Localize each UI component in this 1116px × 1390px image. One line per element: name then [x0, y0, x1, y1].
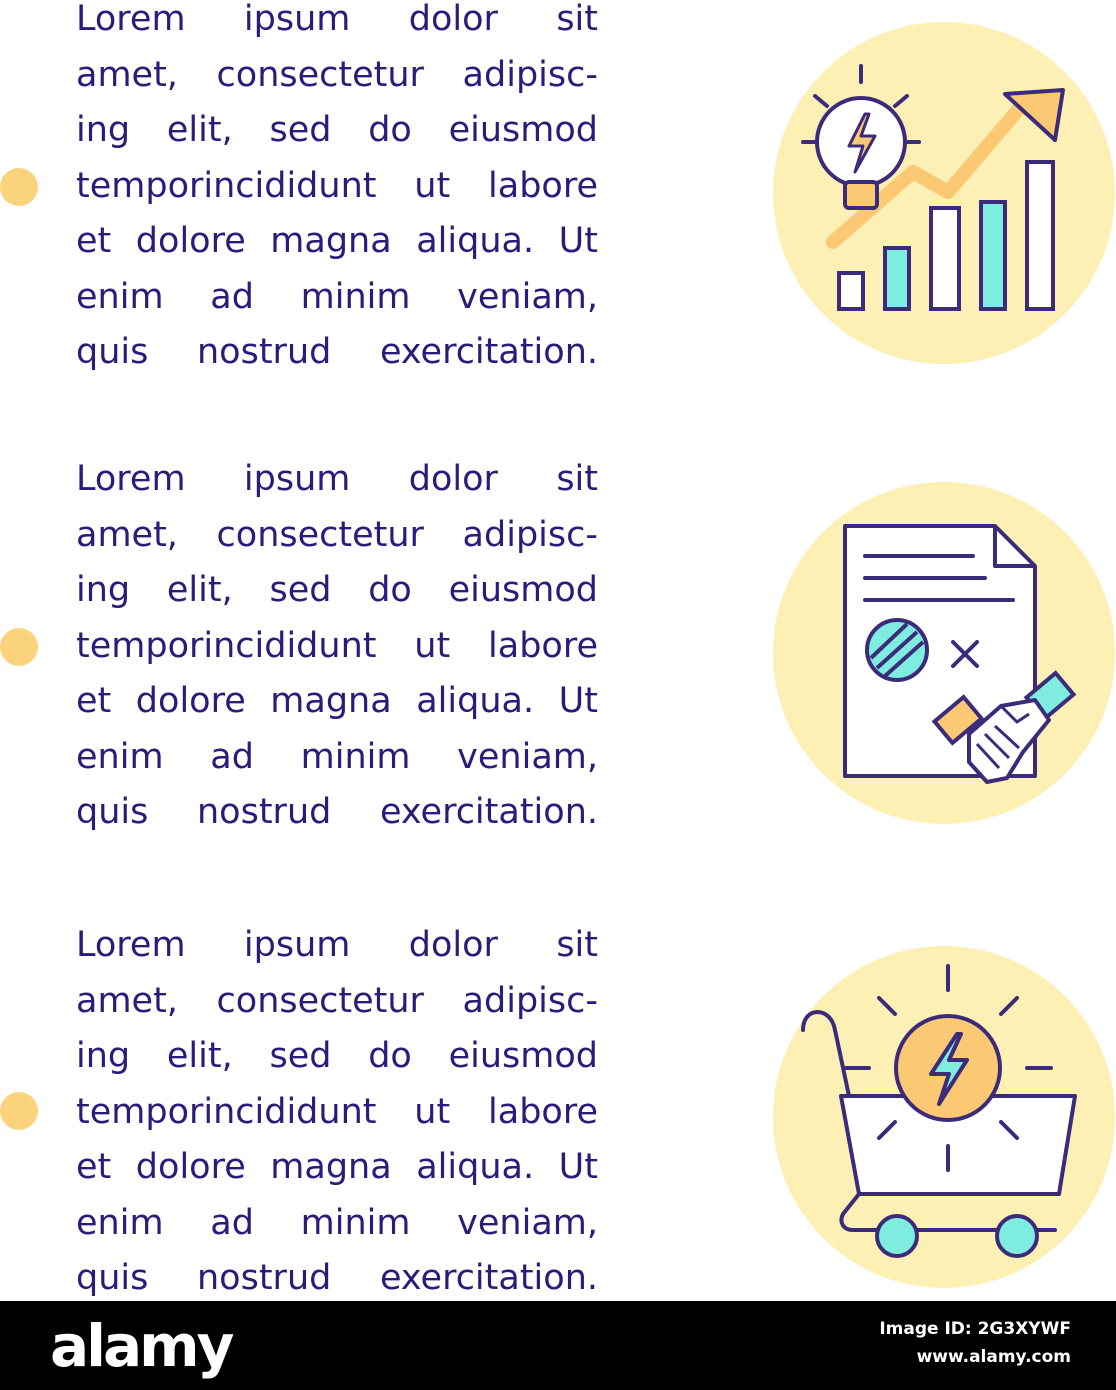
- bullet-dot: [0, 1092, 38, 1130]
- text-line: enim ad minim veniam,: [76, 1202, 598, 1243]
- text-line: ing elit, sed do eiusmod: [76, 1036, 598, 1076]
- text-line: amet, consectetur adipisc-: [76, 54, 598, 95]
- lightbulb-growth-chart-icon: [773, 22, 1115, 364]
- feature-text-3: [76, 918, 598, 1307]
- text-line: temporincididunt ut labore: [76, 1091, 598, 1132]
- bullet-dot: [0, 628, 38, 666]
- site-url-text: www.alamy.com: [916, 1347, 1071, 1367]
- text-line: Lorem ipsum dolor sit: [76, 0, 598, 39]
- text-line: Lorem ipsum dolor sit: [76, 925, 598, 965]
- text-line: et dolore magna aliqua. Ut: [76, 221, 598, 261]
- shopping-cart-energy-icon: [773, 946, 1115, 1288]
- text-line: enim ad minim veniam,: [76, 276, 598, 317]
- text-line: temporincididunt ut labore: [76, 165, 598, 206]
- image-id-text: Image ID: 2G3XYWF: [879, 1319, 1071, 1339]
- text-line: amet, consectetur adipisc-: [76, 980, 598, 1021]
- alamy-logo: alamy: [50, 1312, 232, 1380]
- feature-text-1: [76, 0, 598, 381]
- text-line: enim ad minim veniam,: [76, 736, 598, 777]
- text-line: quis nostrud exercitation.: [76, 332, 598, 372]
- text-line: quis nostrud exercitation.: [76, 1258, 598, 1298]
- watermark-footer: [0, 1301, 1116, 1390]
- feature-text-2: [76, 452, 598, 841]
- text-line: Lorem ipsum dolor sit: [76, 459, 598, 499]
- text-line: et dolore magna aliqua. Ut: [76, 1147, 598, 1187]
- image-id-info: [879, 1315, 1071, 1371]
- text-line: ing elit, sed do eiusmod: [76, 570, 598, 610]
- text-line: amet, consectetur adipisc-: [76, 514, 598, 555]
- text-line: temporincididunt ut labore: [76, 625, 598, 666]
- text-line: et dolore magna aliqua. Ut: [76, 681, 598, 721]
- text-line: ing elit, sed do eiusmod: [76, 110, 598, 150]
- bullet-dot: [0, 168, 38, 206]
- contract-handshake-icon: [773, 482, 1115, 824]
- text-line: quis nostrud exercitation.: [76, 792, 598, 832]
